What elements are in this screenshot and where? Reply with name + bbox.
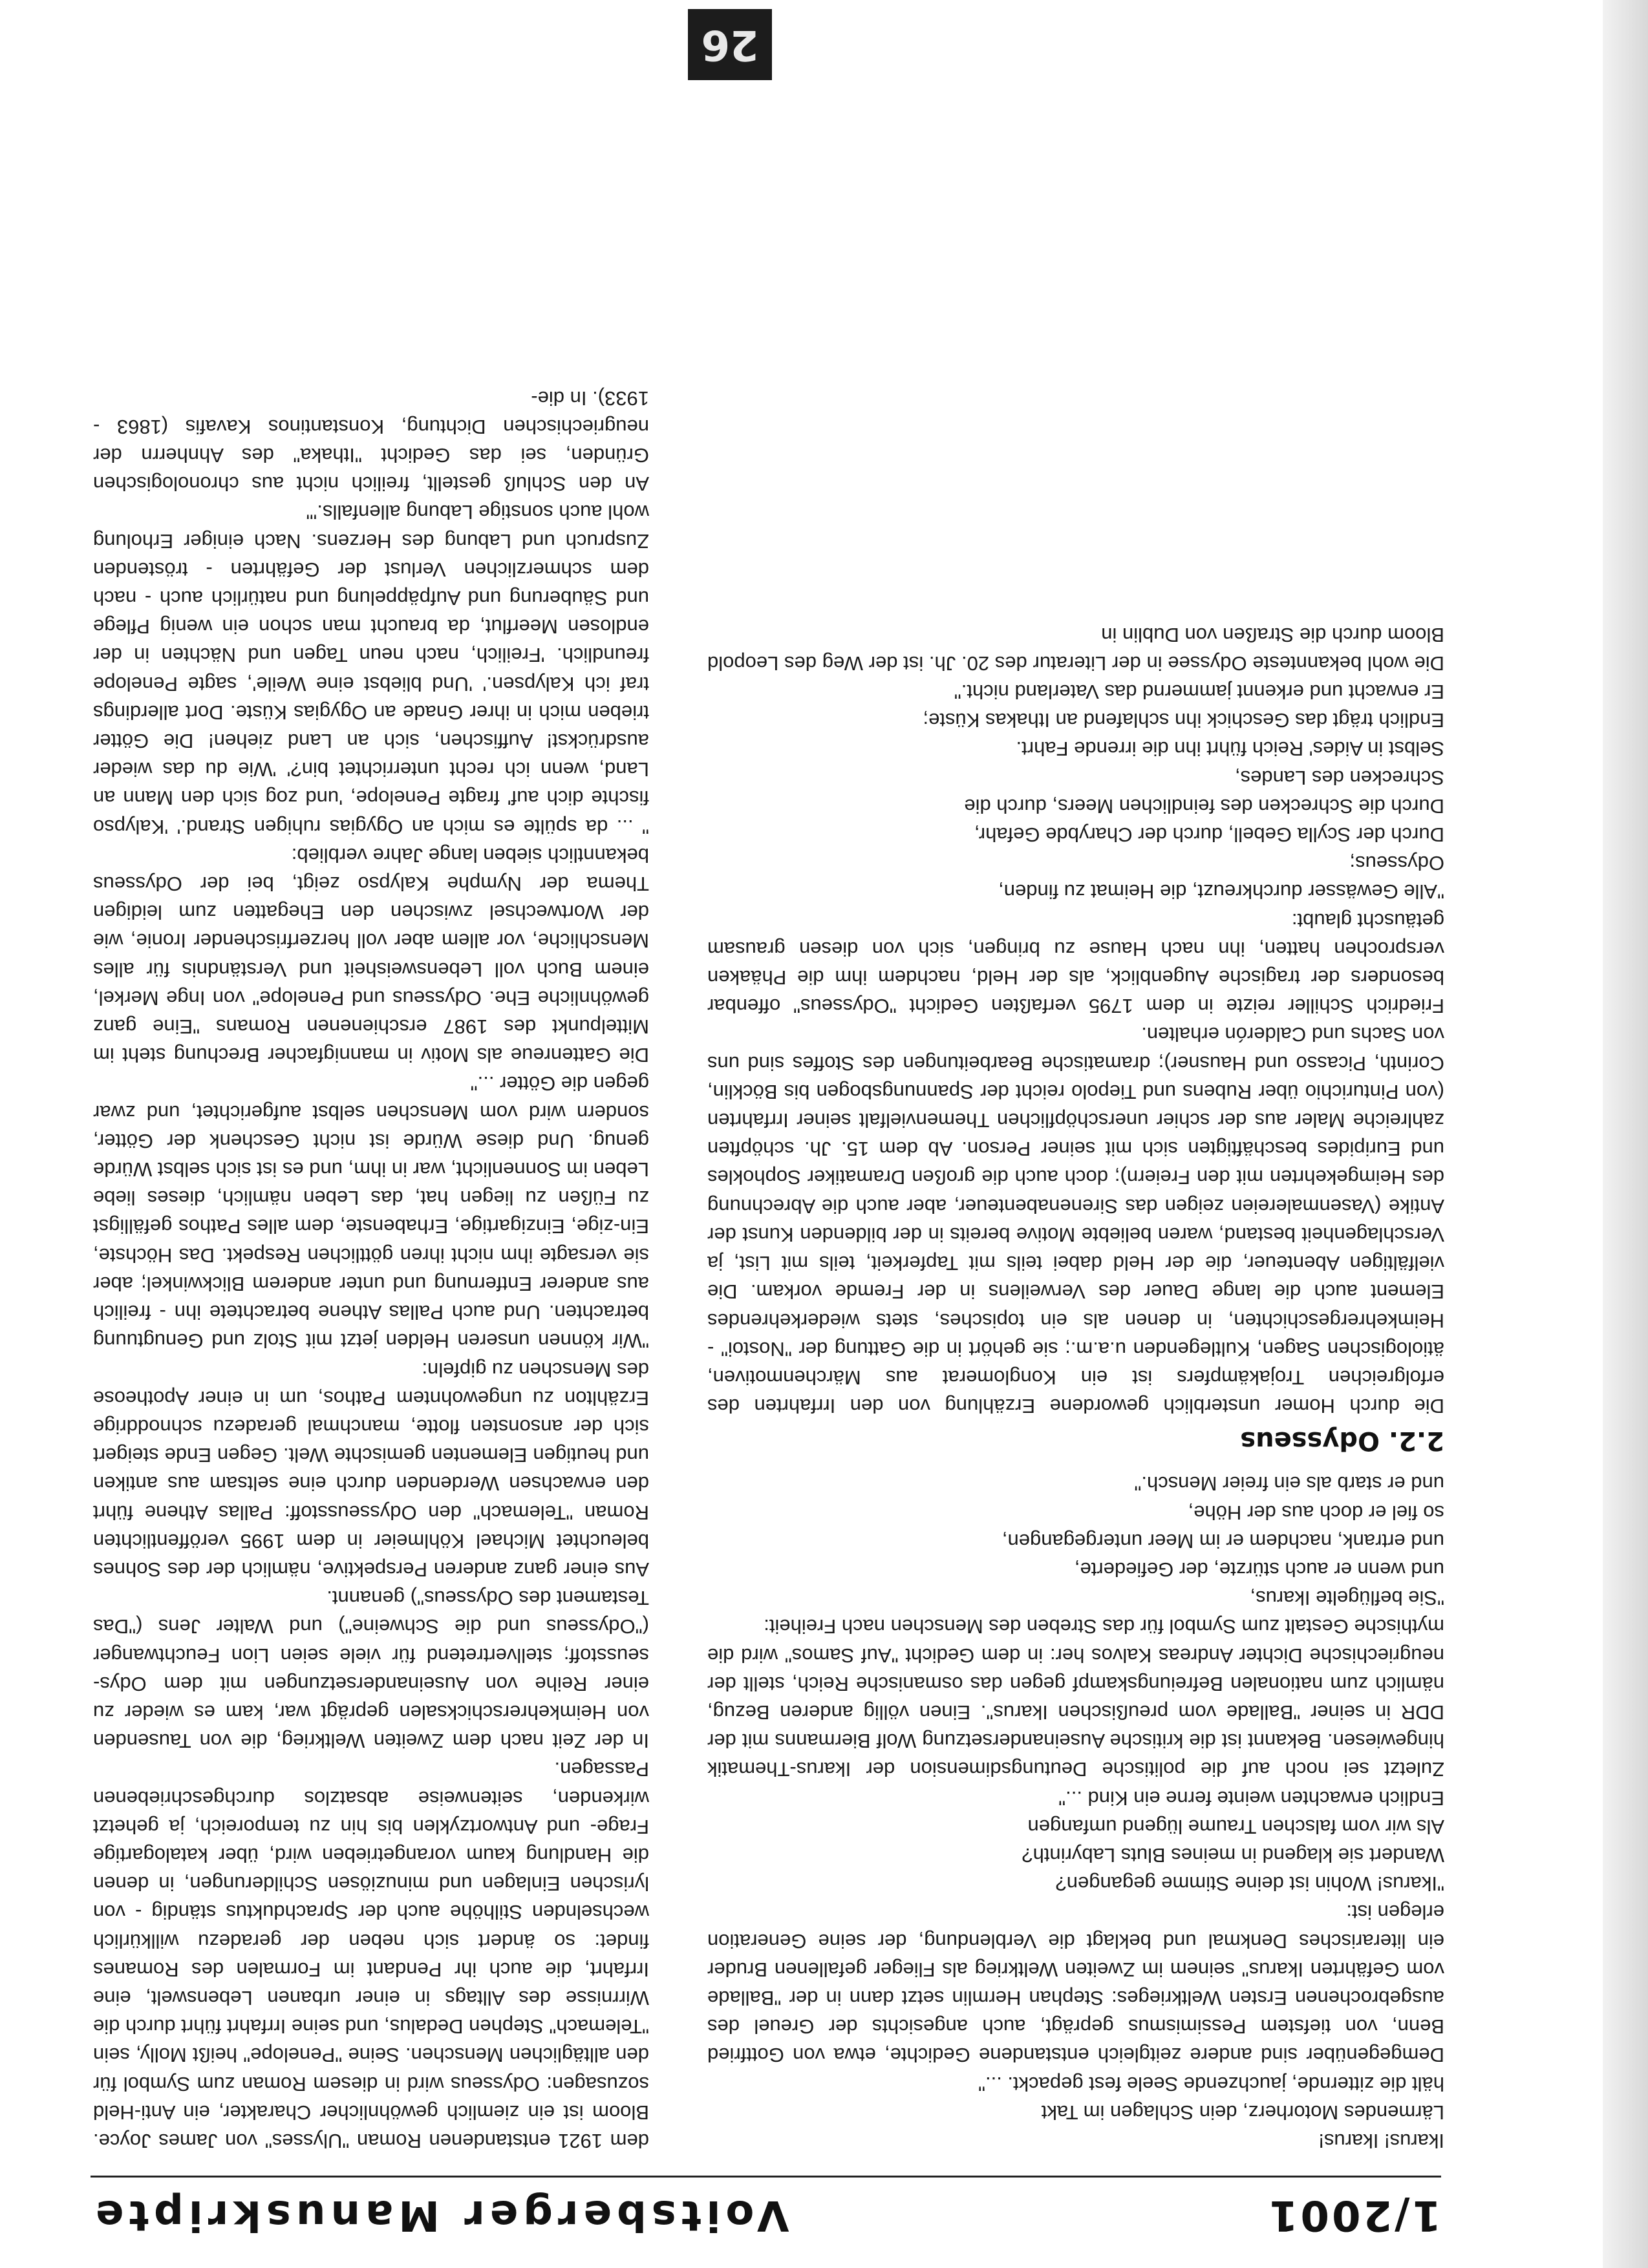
poem-line: hält die zitternde, jauchzende Seele fest gepackt. ..." <box>978 2072 1444 2095</box>
header-publication: Voitsberger Manuskripte <box>91 2191 789 2239</box>
paragraph: An den Schluß gestellt, freilich nicht aus chronologischen Gründen, sei das Gedicht "Ithaka" des Ahnherrn der neugriechischen Dichtung, Konstantinos Kavafis (1863 - 1933). In die- <box>93 387 649 496</box>
paragraph: Demgegenüber sind andere zeitgleich entstandene Gedichte, etwa von Gottfried Benn, von tiefstem Pessimismus geprägt, auch angesichts der Greuel des ausgebrochenen Ersten Weltkrieges: Stephan Hermlin setzt dann in der "Ballade vom Gefährten Ikarus" seinem im Zweiten Weltkrieg als Flieger gefallenen Bruder ein literarisches Denkmal und beklagt die Verblendung, der seine Generation erlegen ist: <box>707 1901 1444 2067</box>
paragraph: Friedrich Schiller reizte in dem 1795 verfaßten Gedicht "Odysseus" offenbar besonders der tragische Augenblick, als der Held, nachdem ihm die Phäaken versprochen hatten, ihn nach Hause zu bringen, sich von diesen grausam getäuscht glaubt: <box>707 909 1444 1018</box>
poem-line: Durch der Scylla Gebell, durch der Charybde Gefahr, <box>974 823 1444 847</box>
paragraph: Aus einer ganz anderen Perspektive, nämlich der des Sohnes beleuchtet Michael Köhlmeier in dem 1995 veröffentlichten Roman "Telemach" den Odysseusstoff: Pallas Athene führt den erwachsen Werdenden durch eine seltsam aus antiken und heutigen Elementen gemischte Welt. Gegen Ende steigert sich der ansonsten flotte, manchmal geradezu schnoddrige Erzählton zu ungewohntem Pathos, um in einer Apotheose des Menschen zu gipfeln: <box>93 1358 649 1581</box>
paragraph: Die wohl bekannteste Odyssee in der Literatur des 20. Jh. ist der Weg des Leopold Bloom durch die Straßen von Dublin in <box>707 623 1444 675</box>
right-column <box>93 383 649 2155</box>
poem-line: Endlich erwachten weinte ferne ein Kind ..." <box>1058 1786 1444 1810</box>
header-issue: 1/2001 <box>1266 2191 1441 2239</box>
poem-line: Endlich trägt das Geschick ihn schlafend an Ithakas Küste; <box>923 709 1444 732</box>
poem-line: Selbst in Aides' Reich führt ihn die irrende Fahrt. <box>1016 737 1444 761</box>
poem-quote-4 <box>707 677 1444 906</box>
poem-line: Lärmendes Motorherz, dein Schlagen im Takt <box>1041 2101 1444 2124</box>
poem-line: und ertrank, nachdem er im Meer untergegangen, <box>1001 1529 1444 1553</box>
poem-line: "Ikarus! Wohin ist deine Stimme gegangen? <box>1055 1872 1444 1896</box>
paragraph: Ikarus! Ikarus! <box>1318 2130 1444 2152</box>
poem-quote-1 <box>707 2069 1444 2126</box>
poem-quote-2 <box>707 1783 1444 1898</box>
section-heading: 2.2. Odysseus <box>1240 1426 1444 1456</box>
poem-line: "Alle Gewässer durchkreuzt, die Heimat zu finden, <box>998 880 1444 904</box>
poem-line: Wandert sie klagend in meines Bluts Labyrinth? <box>1022 1843 1444 1867</box>
scan-edge <box>1603 0 1648 2268</box>
poem-line: Er erwacht und erkennt jammernd das Vaterland nicht." <box>954 681 1444 704</box>
poem-line: Odysseus; <box>1349 852 1444 875</box>
left-column <box>707 620 1444 2155</box>
quote-paragraph: "Wir können unseren Helden jetzt mit Stolz und Genugtuung betrachten. Und auch Pallas Athene betrachtete ihn - freilich aus anderer Entfernung und unter anderem Blickwinkel; aber sie versagte ihm nicht ihren göttlichen Respekt. Das Höchste, Ein-zige, Einzigartige, Erhabenste, dem alles Pathos gefälligst zu Füßen zu liegen hat, das Leben nämlich, dieses liebe Leben im Sonnenlicht, war in ihm, und es ist sich selbst Würde genug. Und diese Würde ist nicht Geschenk der Götter, sondern wird vom Menschen selbst aufgerichtet, und zwar gegen die Götter ..." <box>93 1072 649 1353</box>
poem-line: "Sie beflügelte Ikarus, <box>1250 1587 1444 1610</box>
header-rule <box>91 2176 1441 2178</box>
paragraph: In der Zeit nach dem Zweiten Weltkrieg, die von Tausenden von Heimkehrerschicksalen geprägt war, kam es wieder zu einer Reihe von Auseinandersetzungen mit dem Odys-seusstoff; stellvertretend für viele seien Lion Feuchtwanger ("Odysseus und die Schweine") und Walter Jens ("Das Testament des Odysseus") genannt. <box>93 1587 649 1753</box>
quote-paragraph: " ... da spülte es mich an Ogygias ruhigen Strand.' 'Kalypso fischte dich auf' fragte Penelope, 'und zog sich den Mann an Land, wenn ich recht unterrichtet bin?' 'Wie du das wieder ausdrückst! Auffischen, sich an Land ziehen! Die Götter trieben mich in ihrer Gnade an Ogygias Küste. Dort allerdings traf ich Kalypsen.' 'Und bliebst eine Weile', sagte Penelope freundlich. 'Freilich, nach neun Tagen und Nächten in der endlosen Meerflut, da braucht man schon ein wenig Pflege und Säuberung und Aufpäppelung und natürlich auch - nach dem schmerzlichen Verlust der Gefährten - tröstenden Zuspruch und Labung des Herzens. Nach einiger Erholung wohl auch sonstige Labung allenfalls.'" <box>93 501 649 838</box>
paragraph: dem 1921 entstandenen Roman "Ulysses" von James Joyce. Bloom ist ein ziemlich gewöhnlicher Charakter, ein Anti-Held sozusagen: Odysseus wird in diesem Roman zum Symbol für den alltäglichen Menschen. Seine "Penelope" heißt Molly, sein "Telemach" Stephen Dedalus, und seine Irrfahrt führt durch die Wirrnisse des Alltags in einer urbanen Lebenswelt, eine Irrfahrt, die auch ihr Pendant im Formalen des Romanes findet: so ändert sich neben der geradezu willkürlich wechselnden Stilhöhe auch der Sprachduktus ständig - von lyrischen Einlagen und minuziösen Schilderungen, in denen die Handlung kaum vorangetrieben wird, über katalogartige Frage- und Antwortzyklen bis hin zu temporeich, ja gehetzt wirkenden, seitenweise absatzlos durchgeschriebenen Passagen. <box>93 1758 649 2152</box>
poem-line: so fiel er doch aus der Höhe, <box>1188 1501 1444 1524</box>
paragraph: Die Gattenreue als Motiv in mannigfacher Brechung steht im Mittelpunkt des 1987 erschienenen Romans "Eine ganz gewöhnliche Ehe. Odysseus und Penelope" von Inge Merkel, einem Buch voll Lebensweisheit und Verständnis für alles Menschliche, vor allem aber voll herzerfrischender Ironie, wie der Wortwechsel zwischen den Ehegatten zum leidigen Thema der Nymphe Kalypso zeigt, bei der Odysseus bekanntlich sieben lange Jahre verblieb: <box>93 843 649 1067</box>
paragraph: Zuletzt sei noch auf die politische Deutungsdimension der Ikarus-Thematik hingewiesen. Bekannt ist die kritische Auseinandersetzung Wolf Biermanns mit der DDR in seiner "Ballade vom preußischen Ikarus". Einen völlig anderen Bezug, nämlich zum nationalen Befreiungskampf gegen das osmanische Reich, stellt der neugriechische Dichter Andreas Kalvos her: in dem Gedicht "Auf Samos" wird die mythische Gestalt zum Symbol für das Streben des Menschen nach Freiheit: <box>707 1615 1444 1781</box>
poem-line: und wenn er auch stürzte, der Gefiederte, <box>1074 1558 1444 1581</box>
paragraph: Die durch Homer unsterblich gewordene Erzählung von den Irrfahrten des erfolgreichen Trojakämpfers ist ein Konglomerat aus Märchenmotiven, ätiologischen Sagen, Kultlegenden u.a.m.; sie gehört in die Gattung der "Nostoi" - Heimkehrergeschichten, in denen als ein topisches, stets wiederkehrendes Element auch die lange Dauer des Verweilens in der Fremde vorkam. Die vielfältigen Abenteuer, die der Held dabei teils mit Tapferkeit, teils mit List, ja Verschlagenheit bestand, waren beliebte Motive bereits in der bildenden Kunst der Antike (Vasenmalereien zeigen das Sirenenabenteuer, aber auch die Abrechnung des Heimgekehrten mit den Freiern); doch auch die großen Dramatiker Sophokles und Euripides beschäftigten sich mit seiner Person. Ab dem 15. Jh. schöpften zahlreiche Maler aus der schier unerschöpflichen Themenvielfalt seiner Irrfahrten (von Pinturichio über Rubens und Tiepolo reicht der Spannungsbogen bis Böcklin, Corinth, Picasso und Hausner); dramatische Bearbeitungen des Stoffes sind uns von Sachs und Calderón erhalten. <box>707 1023 1444 1418</box>
poem-line: Durch die Schrecken des feindlichen Meers, durch die <box>964 794 1444 818</box>
poem-quote-3 <box>707 1469 1444 1612</box>
poem-line: Als wir vom falschen Traume lügend umfangen <box>1027 1815 1444 1838</box>
page-number-tab: 26 <box>688 9 772 80</box>
poem-line: Schrecken des Landes, <box>1235 766 1444 789</box>
poem-line: und er starb als ein freier Mensch." <box>1134 1472 1444 1496</box>
